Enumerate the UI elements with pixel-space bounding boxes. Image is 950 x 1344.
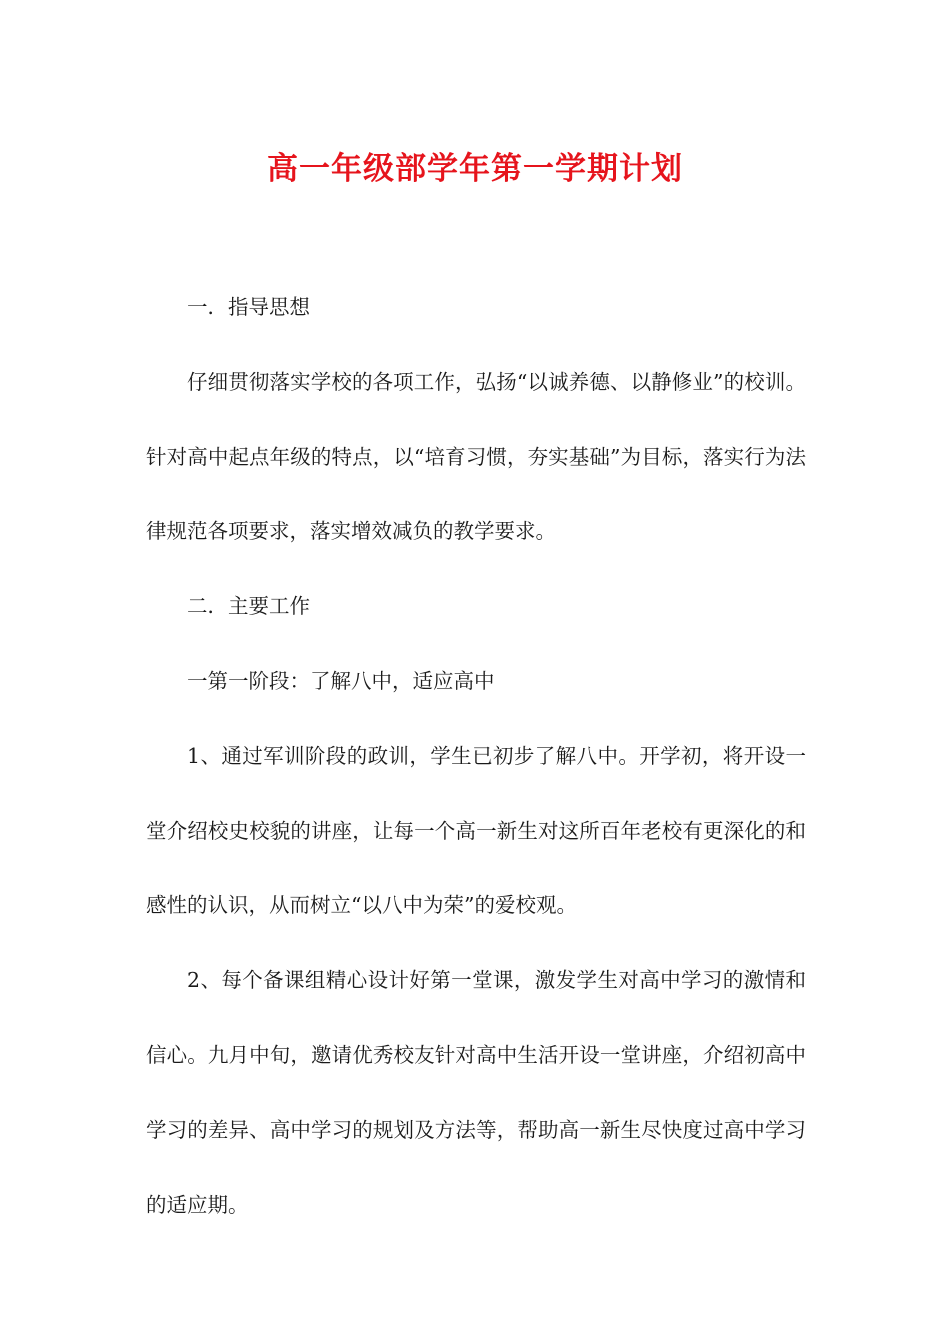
section-heading-guiding-thought: 一．指导思想	[187, 295, 310, 319]
document-body	[146, 270, 806, 1242]
paragraph-item-1: 1、通过军训阶段的政训，学生已初步了解八中。开学初，将开设一堂介绍校史校貌的讲座，让每一个高一新生对这所百年老校有更深化的和感性的认识，从而树立“以八中为荣”的爱校观。	[146, 743, 806, 918]
paragraph-item-2: 2、每个备课组精心设计好第一堂课，激发学生对高中学习的激情和信心。九月中旬，邀请优秀校友针对高中生活开设一堂讲座，介绍初高中学习的差异、高中学习的规划及方法等，帮助高一新生尽快度过高中学习的适应期。	[146, 968, 806, 1217]
paragraph-guiding-thought: 仔细贯彻落实学校的各项工作，弘扬“以诚养德、以静修业”的校训。针对高中起点年级的特点，以“培育习惯，夯实基础”为目标，落实行为法律规范各项要求，落实增效减负的教学要求。	[146, 369, 806, 544]
section-heading-main-work: 二．主要工作	[187, 594, 310, 619]
document-title: 高一年级部学年第一学期计划	[267, 151, 683, 187]
subsection-heading-stage-one: 一第一阶段：了解八中，适应高中	[187, 668, 495, 693]
